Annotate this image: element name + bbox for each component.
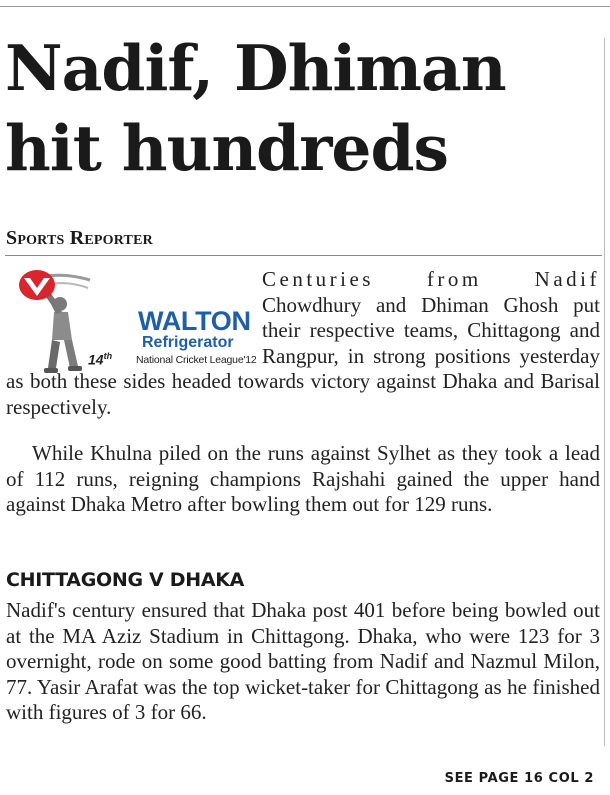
- continued-reference: SEE PAGE 16 COL 2: [444, 771, 594, 786]
- byline: Sports Reporter: [6, 227, 153, 249]
- product-name: Refrigerator: [142, 334, 234, 351]
- paragraph-1-wrap: [6, 267, 600, 421]
- headline: Nadif, Dhiman hit hundreds: [5, 31, 506, 185]
- league-name: National Cricket League'12: [136, 354, 257, 366]
- logo-spacer: [6, 267, 262, 369]
- byline-rule: [5, 255, 602, 256]
- paragraph-3: Nadif's century ensured that Dhaka post 401 before being bowled out at the MA Aziz Stadium in Chittagong. Dhaka, who were 123 for 3 overnight, rode on some good batting from Nadif and Nazmul Milon, 77. Yasir Arafat was the top wicket-taker for Chittagong as he finished with figures of 3 for 66.: [6, 598, 600, 725]
- paragraph-2: While Khulna piled on the runs against Sylhet as they took a lead of 112 runs, reigning champions Rajshahi gained the upper hand against Dhaka Metro after bowling them out for 129 runs.: [6, 441, 600, 517]
- top-rule: [0, 6, 610, 7]
- walton-wordmark: WALTON: [138, 306, 251, 336]
- subheading: CHITTAGONG V DHAKA: [6, 569, 245, 591]
- edition-suffix: th: [103, 351, 113, 361]
- paragraph-1-rest: Chowdhury and Dhiman Ghosh put their respective teams, Chittagong and Rangpur, in strong positions yesterday as both these sides headed towards victory against Dhaka and Barisal respectively.: [6, 292, 600, 419]
- edition-number: 14: [88, 351, 104, 368]
- paragraph-1-lead: Centuries from Nadif: [262, 267, 600, 291]
